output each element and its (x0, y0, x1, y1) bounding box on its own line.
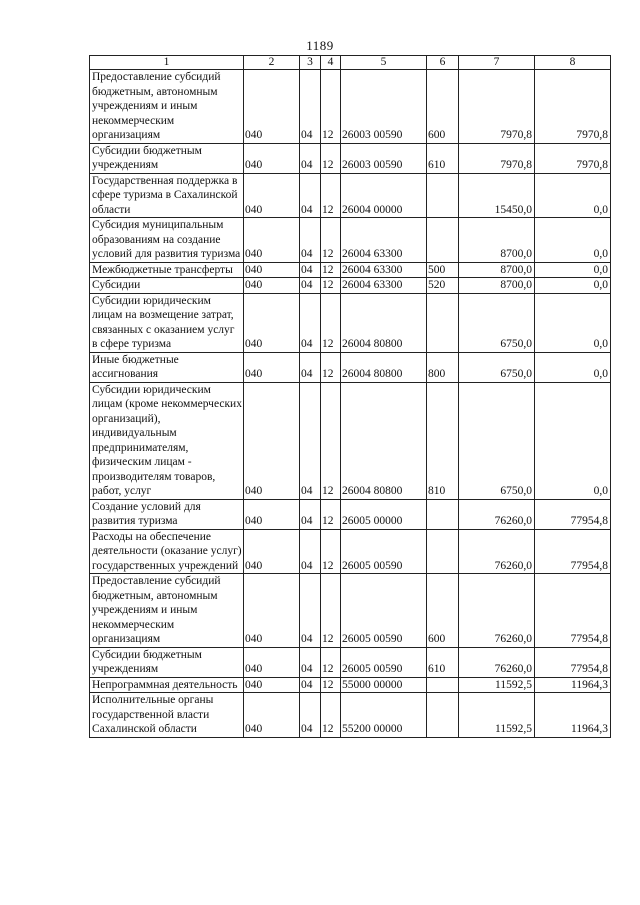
amount-year-2: 77954,8 (535, 574, 611, 648)
amount-year-1: 7970,8 (459, 70, 535, 144)
ministry-code: 040 (244, 529, 300, 574)
section-code: 04 (300, 262, 321, 278)
section-code: 04 (300, 143, 321, 173)
target-article: 26005 00590 (341, 574, 427, 648)
table-row (90, 293, 611, 352)
subsection-code: 12 (321, 574, 341, 648)
header-cell: 6 (427, 56, 459, 70)
expense-type: 610 (427, 647, 459, 677)
ministry-code: 040 (244, 143, 300, 173)
target-article: 26005 00000 (341, 499, 427, 529)
table-row (90, 173, 611, 218)
table-row (90, 352, 611, 382)
ministry-code: 040 (244, 382, 300, 499)
table-row (90, 262, 611, 278)
row-name: Субсидии бюджетным учреждениям (90, 647, 244, 677)
row-name: Субсидии юридическим лицам (кроме некоммерческих организаций), индивидуальным предпринимателям, физическим лицам - производителям товаров, работ, услуг (90, 382, 244, 499)
row-name: Субсидии юридическим лицам на возмещение затрат, связанных с оказанием услуг в сфере туризма (90, 293, 244, 352)
amount-year-1: 6750,0 (459, 382, 535, 499)
subsection-code: 12 (321, 262, 341, 278)
table-row (90, 382, 611, 499)
ministry-code: 040 (244, 218, 300, 263)
subsection-code: 12 (321, 529, 341, 574)
subsection-code: 12 (321, 352, 341, 382)
amount-year-1: 6750,0 (459, 352, 535, 382)
section-code: 04 (300, 693, 321, 738)
target-article: 26004 00000 (341, 173, 427, 218)
section-code: 04 (300, 278, 321, 294)
subsection-code: 12 (321, 218, 341, 263)
row-name: Непрограммная деятельность (90, 677, 244, 693)
ministry-code: 040 (244, 293, 300, 352)
amount-year-1: 76260,0 (459, 574, 535, 648)
expense-type: 600 (427, 574, 459, 648)
table-row (90, 529, 611, 574)
target-article: 26004 63300 (341, 218, 427, 263)
amount-year-2: 0,0 (535, 293, 611, 352)
ministry-code: 040 (244, 278, 300, 294)
target-article: 26003 00590 (341, 70, 427, 144)
amount-year-2: 0,0 (535, 173, 611, 218)
row-name: Субсидии бюджетным учреждениям (90, 143, 244, 173)
row-name: Предоставление субсидий бюджетным, автономным учреждениям и иным некоммерческим организациям (90, 574, 244, 648)
ministry-code: 040 (244, 647, 300, 677)
expense-type (427, 173, 459, 218)
target-article: 26004 63300 (341, 262, 427, 278)
amount-year-2: 77954,8 (535, 529, 611, 574)
header-cell: 4 (321, 56, 341, 70)
target-article: 26004 80800 (341, 382, 427, 499)
amount-year-1: 8700,0 (459, 278, 535, 294)
expense-type: 600 (427, 70, 459, 144)
budget-table (89, 55, 611, 738)
amount-year-2: 11964,3 (535, 693, 611, 738)
target-article: 26003 00590 (341, 143, 427, 173)
header-cell: 8 (535, 56, 611, 70)
section-code: 04 (300, 382, 321, 499)
section-code: 04 (300, 574, 321, 648)
ministry-code: 040 (244, 693, 300, 738)
section-code: 04 (300, 70, 321, 144)
table-row (90, 143, 611, 173)
target-article: 26005 00590 (341, 529, 427, 574)
subsection-code: 12 (321, 382, 341, 499)
expense-type (427, 218, 459, 263)
target-article: 26004 80800 (341, 293, 427, 352)
table-row (90, 647, 611, 677)
table-row (90, 278, 611, 294)
subsection-code: 12 (321, 278, 341, 294)
expense-type (427, 293, 459, 352)
amount-year-2: 77954,8 (535, 647, 611, 677)
expense-type: 800 (427, 352, 459, 382)
amount-year-1: 11592,5 (459, 677, 535, 693)
amount-year-1: 76260,0 (459, 529, 535, 574)
row-name: Исполнительные органы государственной власти Сахалинской области (90, 693, 244, 738)
section-code: 04 (300, 218, 321, 263)
section-code: 04 (300, 529, 321, 574)
target-article: 26004 80800 (341, 352, 427, 382)
header-cell: 3 (300, 56, 321, 70)
amount-year-2: 0,0 (535, 218, 611, 263)
table-row (90, 574, 611, 648)
target-article: 55000 00000 (341, 677, 427, 693)
header-cell: 5 (341, 56, 427, 70)
ministry-code: 040 (244, 70, 300, 144)
header-cell: 1 (90, 56, 244, 70)
target-article: 26005 00590 (341, 647, 427, 677)
amount-year-1: 8700,0 (459, 262, 535, 278)
expense-type (427, 693, 459, 738)
expense-type (427, 677, 459, 693)
table-row (90, 218, 611, 263)
table-row (90, 677, 611, 693)
row-name: Субсидия муниципальным образованиям на создание условий для развития туризма (90, 218, 244, 263)
section-code: 04 (300, 499, 321, 529)
row-name: Расходы на обеспечение деятельности (оказание услуг) государственных учреждений (90, 529, 244, 574)
subsection-code: 12 (321, 173, 341, 218)
expense-type: 500 (427, 262, 459, 278)
amount-year-1: 7970,8 (459, 143, 535, 173)
expense-type (427, 529, 459, 574)
row-name: Создание условий для развития туризма (90, 499, 244, 529)
row-name: Иные бюджетные ассигнования (90, 352, 244, 382)
amount-year-1: 8700,0 (459, 218, 535, 263)
target-article: 26004 63300 (341, 278, 427, 294)
amount-year-2: 77954,8 (535, 499, 611, 529)
header-row (90, 56, 611, 70)
row-name: Государственная поддержка в сфере туризма в Сахалинской области (90, 173, 244, 218)
header-cell: 7 (459, 56, 535, 70)
amount-year-2: 0,0 (535, 278, 611, 294)
section-code: 04 (300, 352, 321, 382)
section-code: 04 (300, 173, 321, 218)
amount-year-2: 7970,8 (535, 143, 611, 173)
amount-year-2: 11964,3 (535, 677, 611, 693)
amount-year-2: 0,0 (535, 382, 611, 499)
ministry-code: 040 (244, 262, 300, 278)
subsection-code: 12 (321, 647, 341, 677)
ministry-code: 040 (244, 499, 300, 529)
section-code: 04 (300, 293, 321, 352)
table-row (90, 499, 611, 529)
subsection-code: 12 (321, 70, 341, 144)
ministry-code: 040 (244, 574, 300, 648)
header-cell: 2 (244, 56, 300, 70)
row-name: Субсидии (90, 278, 244, 294)
subsection-code: 12 (321, 677, 341, 693)
amount-year-2: 0,0 (535, 352, 611, 382)
amount-year-1: 15450,0 (459, 173, 535, 218)
amount-year-2: 0,0 (535, 262, 611, 278)
expense-type: 610 (427, 143, 459, 173)
table-row (90, 70, 611, 144)
amount-year-1: 11592,5 (459, 693, 535, 738)
amount-year-1: 76260,0 (459, 499, 535, 529)
ministry-code: 040 (244, 173, 300, 218)
section-code: 04 (300, 647, 321, 677)
subsection-code: 12 (321, 143, 341, 173)
target-article: 55200 00000 (341, 693, 427, 738)
amount-year-2: 7970,8 (535, 70, 611, 144)
row-name: Предоставление субсидий бюджетным, автономным учреждениям и иным некоммерческим организациям (90, 70, 244, 144)
amount-year-1: 76260,0 (459, 647, 535, 677)
amount-year-1: 6750,0 (459, 293, 535, 352)
page-number: 1189 (306, 38, 334, 53)
subsection-code: 12 (321, 693, 341, 738)
expense-type: 520 (427, 278, 459, 294)
ministry-code: 040 (244, 677, 300, 693)
subsection-code: 12 (321, 499, 341, 529)
table-row (90, 693, 611, 738)
row-name: Межбюджетные трансферты (90, 262, 244, 278)
ministry-code: 040 (244, 352, 300, 382)
expense-type (427, 499, 459, 529)
expense-type: 810 (427, 382, 459, 499)
subsection-code: 12 (321, 293, 341, 352)
section-code: 04 (300, 677, 321, 693)
